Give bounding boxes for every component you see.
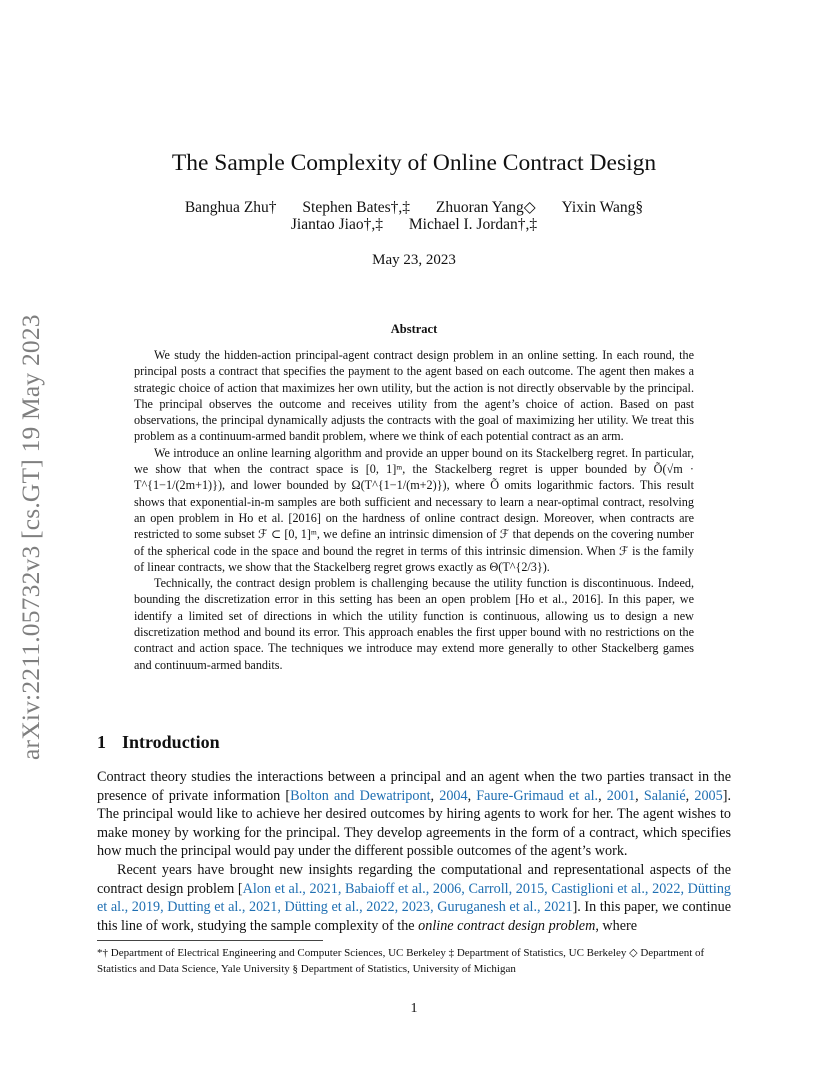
section-heading bbox=[97, 732, 220, 753]
abstract-paragraph: We introduce an online learning algorithm and provide an upper bound on its Stackelberg regret. In particular, we show that when the contract space is [0, 1]ᵐ, the Stackelberg regret is upper bounded by Õ(√m · T^{1−1/(2m+1)}), and lower bounded by Ω(T^{1−1/(m+2)}), where Õ omits logarithmic factors. This result shows that exponential-in-m samples are both sufficient and necessary to learn a near-optimal contract, resolving an open problem in Ho et al. [2016] on the hardness of online contract design. Moreover, when contracts are restricted to some subset ℱ ⊂ [0, 1]ᵐ, we define an intrinsic dimension of ℱ that depends on the covering number of the spherical code in the space and bound the regret in terms of this intrinsic dimension. When ℱ is the family of linear contracts, we show that the Stackelberg regret grows exactly as Θ(T^{2/3}). bbox=[134, 445, 694, 574]
intro-body bbox=[97, 768, 731, 935]
text-run: ]. In this paper, we continue this line of work, studying the sample complexity of the bbox=[97, 899, 732, 934]
authors-line-2 bbox=[0, 216, 828, 234]
abstract-paragraph: Technically, the contract design problem is challenging because the utility function is discontinuous. Indeed, bounding the discretization error in this setting has been an open problem [Ho et al., 2016]. In this paper, we identify a limited set of directions in which the utility function is continuous, allowing us to design a new discretization method and bound its error. This approach enables the first upper bound with no restrictions on the contract and action space. The techniques we introduce may extend more generally to other Stackelberg games and continuum-armed bandits. bbox=[134, 576, 694, 672]
text-run: ]. The principal would like to achieve her desired outcomes by hiring agents to work for her. The agent wishes to make money by working for the principal. They develop agreements in the form of a contract, which specifies how much the principal would pay under the different possible outcomes of the agent’s work. bbox=[97, 787, 731, 860]
abstract-paragraph: We study the hidden-action principal-agent contract design problem in an online setting. In each round, the principal posts a contract that specifies the payment to the agent based on each outcome. The agent then makes a strategic choice of action that maximizes her own utility, but the action is not directly observable by the principal. The principal observes the outcome and receives utility from the agent’s choice of action. Based on past observations, the principal dynamically adjusts the contracts with the goal of maximizing her utility. We treat this problem as a continuum-armed bandit problem, where we think of each potential contract as an arm. bbox=[134, 348, 694, 444]
citation-link[interactable]: 2004 bbox=[439, 787, 468, 804]
author-name: Banghua Zhu† bbox=[184, 199, 277, 216]
text-run: Recent years have brought new insights regarding the computational and representational aspects of the contract design problem [ bbox=[97, 861, 731, 897]
page-number: 1 bbox=[410, 1001, 418, 1016]
arxiv-sidebar-stamp: arXiv:2211.05732v3 [cs.GT] 19 May 2023 bbox=[16, 314, 45, 760]
section-title: Introduction bbox=[122, 732, 220, 752]
emphasis-text: online contract design problem bbox=[418, 917, 596, 934]
author-name: Zhuoran Yang◇ bbox=[435, 199, 536, 216]
text-run: , where bbox=[595, 917, 638, 934]
author-name: Yixin Wang§ bbox=[561, 199, 644, 216]
paper-title: The Sample Complexity of Online Contract Design bbox=[171, 150, 657, 176]
paper-date: May 23, 2023 bbox=[372, 252, 456, 268]
abstract-heading: Abstract bbox=[390, 322, 438, 336]
text-run: Contract theory studies the interactions between a principal and an agent when the two parties transact in the presence of private information [ bbox=[97, 769, 731, 804]
abstract-body bbox=[134, 347, 694, 673]
citation-link[interactable]: Alon et al., 2021, Babaioff et al., 2006, Carroll, 2015, Castiglioni et al., 2022, Dütting et al., 2019, Dutting et al., 2021, Dütting et al., 2022, 2023, Guruganesh et al., 2021 bbox=[97, 880, 732, 916]
intro-paragraph-2 bbox=[97, 861, 731, 935]
author-name: Michael I. Jordan†,‡ bbox=[408, 216, 538, 233]
citation-link[interactable]: Bolton and Dewatripont bbox=[290, 787, 431, 804]
author-name: Jiantao Jiao†,‡ bbox=[290, 216, 383, 233]
citation-link[interactable]: 2005 bbox=[694, 787, 723, 804]
affiliations-footnote: *† Department of Electrical Engineering and Computer Sciences, UC Berkeley ‡ Department of Statistics, UC Berkeley ◇ Department of Statistics and Data Science, Yale University § Department of Statistics, University of Michigan bbox=[97, 947, 705, 975]
section-number: 1 bbox=[97, 732, 106, 752]
citation-link[interactable]: Salanié bbox=[643, 787, 686, 804]
author-name: Stephen Bates†,‡ bbox=[302, 199, 411, 216]
citation-link[interactable]: 2001 bbox=[606, 787, 636, 804]
citation-link[interactable]: Faure-Grimaud et al. bbox=[476, 787, 599, 804]
authors-line-1 bbox=[0, 198, 828, 217]
footnote-rule bbox=[97, 940, 323, 941]
intro-paragraph-1: Contract theory studies the interactions between a principal and an agent when the two parties transact in the presence of private information [Bolton and Dewatripont, 2004, Faure-Grimaud et al., 2001, Salanié, 2005]. The principal would like to achieve her desired outcomes by hiring agents to work for her. The agent wishes to make money by working for the principal. They develop agreements in the form of a contract, which specifies how much the principal would pay under the different possible outcomes of the agent’s work. bbox=[97, 769, 731, 860]
